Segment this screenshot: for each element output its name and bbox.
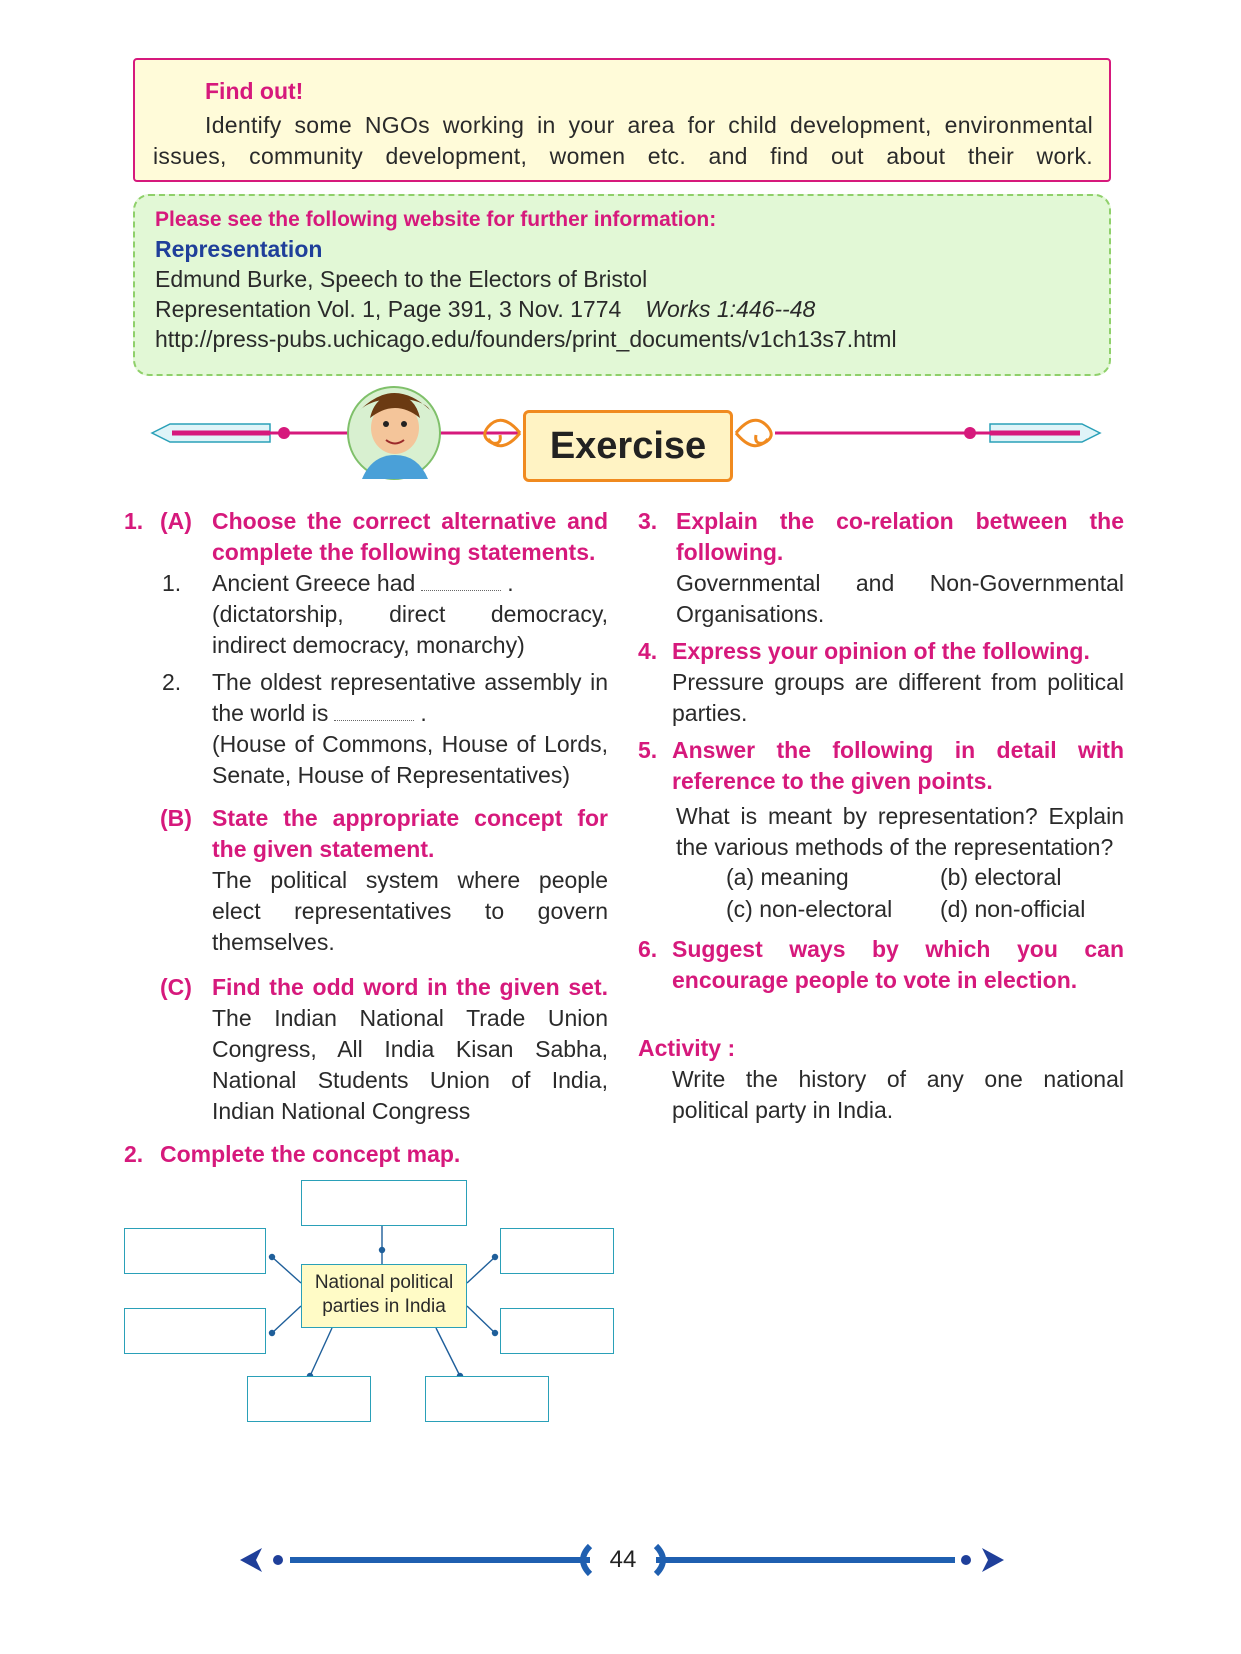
q2-number: 2. bbox=[124, 1141, 144, 1167]
find-out-title: Find out! bbox=[205, 78, 304, 104]
q1a1-text: Ancient Greece had bbox=[212, 570, 416, 596]
q5-option-a: (a) meaning bbox=[726, 864, 849, 890]
q5-number: 5. bbox=[638, 737, 658, 763]
q6-title-2: encourage people to vote in election. bbox=[672, 967, 1078, 993]
q1b-label: (B) bbox=[160, 805, 192, 831]
q5-title-2: reference to the given points. bbox=[672, 768, 993, 794]
q4-title: Express your opinion of the following. bbox=[672, 638, 1090, 664]
concept-map-box-right-2[interactable] bbox=[500, 1308, 614, 1354]
concept-map-box-right-1[interactable] bbox=[500, 1228, 614, 1274]
q3-title-2: following. bbox=[676, 539, 784, 565]
q1a2-dot: . bbox=[420, 700, 427, 726]
q2-title: Complete the concept map. bbox=[160, 1141, 461, 1167]
q1b-text-2: elect representatives to govern bbox=[212, 898, 608, 924]
website-url[interactable]: http://press-pubs.uchicago.edu/founders/print_documents/v1ch13s7.html bbox=[155, 326, 897, 352]
q1a2-number: 2. bbox=[162, 669, 182, 695]
concept-map-center bbox=[301, 1264, 467, 1328]
q1c-text-1: The Indian National Trade Union bbox=[212, 1005, 608, 1031]
q1c-title: Find the odd word in the given set. bbox=[212, 974, 608, 1000]
q1a2-options-1: (House of Commons, House of Lords, bbox=[212, 731, 608, 757]
website-reference: Representation Vol. 1, Page 391, 3 Nov. 1774 bbox=[155, 296, 622, 322]
q1a1-number: 1. bbox=[162, 570, 182, 596]
q4-text-1: Pressure groups are different from political bbox=[672, 669, 1124, 695]
q1a-title-1: Choose the correct alternative and bbox=[212, 508, 608, 534]
q6-title-1: Suggest ways by which you can bbox=[672, 936, 1124, 962]
q1b-text-1: The political system where people bbox=[212, 867, 608, 893]
q1a2-text-2: the world is bbox=[212, 700, 329, 726]
find-out-line-2: issues, community development, women etc. and find out about their work. bbox=[153, 143, 1093, 169]
activity-text-2: political party in India. bbox=[672, 1097, 894, 1123]
q1a2-options-2: Senate, House of Representatives) bbox=[212, 762, 570, 788]
q6-number: 6. bbox=[638, 936, 658, 962]
q1b-title-2: the given statement. bbox=[212, 836, 435, 862]
concept-map-box-bottom-1[interactable] bbox=[247, 1376, 371, 1422]
concept-map-center-line-1: National political bbox=[314, 1272, 454, 1293]
q1b-text-3: themselves. bbox=[212, 929, 335, 955]
q4-number: 4. bbox=[638, 638, 658, 664]
q1b-title-1: State the appropriate concept for bbox=[212, 805, 608, 831]
website-lead: Please see the following website for further information: bbox=[155, 208, 717, 231]
q1a1-options-1: (dictatorship, direct democracy, bbox=[212, 601, 608, 627]
q5-option-d: (d) non-official bbox=[940, 896, 1086, 922]
q5-option-c: (c) non-electoral bbox=[726, 896, 893, 922]
q1a-label: (A) bbox=[160, 508, 192, 534]
q1c-text-4: Indian National Congress bbox=[212, 1098, 471, 1124]
exercise-title: Exercise bbox=[523, 410, 733, 482]
q3-text-1: Governmental and Non-Governmental bbox=[676, 570, 1124, 596]
q5-option-b: (b) electoral bbox=[940, 864, 1062, 890]
find-out-line-1: Identify some NGOs working in your area for child development, environmental bbox=[205, 112, 1093, 138]
q1c-text-3: National Students Union of India, bbox=[212, 1067, 608, 1093]
activity-text-1: Write the history of any one national bbox=[672, 1066, 1124, 1092]
q1-number: 1. bbox=[124, 508, 144, 534]
activity-title: Activity : bbox=[638, 1035, 736, 1061]
q3-number: 3. bbox=[638, 508, 658, 534]
q1a2-text-1: The oldest representative assembly in bbox=[212, 669, 608, 695]
concept-map-box-bottom-2[interactable] bbox=[425, 1376, 549, 1422]
concept-map-center-line-2: parties in India bbox=[322, 1296, 446, 1317]
q5-text-1: What is meant by representation? Explain bbox=[676, 803, 1124, 829]
website-line-1: Edmund Burke, Speech to the Electors of Bristol bbox=[155, 266, 648, 292]
q5-text-2: the various methods of the representation? bbox=[676, 834, 1114, 860]
concept-map-box-left-2[interactable] bbox=[124, 1308, 266, 1354]
q3-text-2: Organisations. bbox=[676, 601, 825, 627]
q1a-title-2: complete the following statements. bbox=[212, 539, 596, 565]
q4-text-2: parties. bbox=[672, 700, 748, 726]
concept-map-box-top[interactable] bbox=[301, 1180, 467, 1226]
q5-title-1: Answer the following in detail with bbox=[672, 737, 1124, 763]
q1a1-options-2: indirect democracy, monarchy) bbox=[212, 632, 525, 658]
website-works: Works 1:446--48 bbox=[645, 296, 816, 322]
q3-title-1: Explain the co-relation between the bbox=[676, 508, 1124, 534]
q1c-label: (C) bbox=[160, 974, 192, 1000]
page-number: 44 bbox=[609, 1546, 637, 1573]
q1c-text-2: Congress, All India Kisan Sabha, bbox=[212, 1036, 608, 1062]
q1a1-dot: . bbox=[507, 570, 514, 596]
concept-map-box-left-1[interactable] bbox=[124, 1228, 266, 1274]
website-heading: Representation bbox=[155, 236, 323, 262]
